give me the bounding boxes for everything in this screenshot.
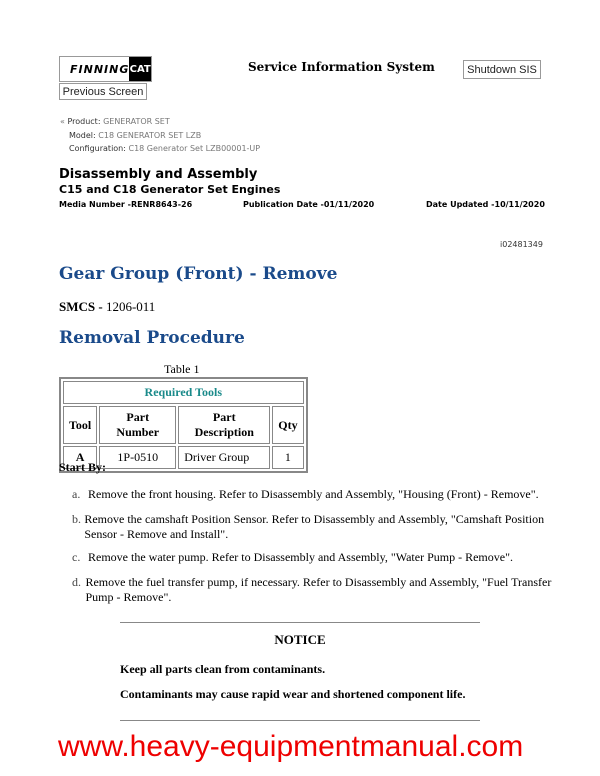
shutdown-button[interactable]: Shutdown SIS <box>463 60 541 79</box>
list-text: Remove the front housing. Refer to Disassembly and Assembly, "Housing (Front) - Remove". <box>88 487 539 501</box>
finning-cat-logo: FINNING CAT <box>59 56 152 82</box>
divider <box>120 622 480 623</box>
table-cell: Driver Group <box>178 446 270 469</box>
list-marker: a. <box>72 487 81 501</box>
smcs: SMCS - 1206-011 <box>59 299 156 314</box>
required-tools-table <box>59 377 308 473</box>
table-cell: A <box>63 446 97 469</box>
previous-screen-button[interactable]: Previous Screen <box>59 83 147 100</box>
breadcrumb-config: Configuration: C18 Generator Set LZB00001-UP <box>69 144 261 153</box>
table-header: Qty <box>272 406 303 444</box>
chevron-left-icon: « <box>60 117 68 126</box>
app-title: Service Information System <box>248 60 435 74</box>
page-heading: Gear Group (Front) - Remove <box>59 264 338 284</box>
list-text: Remove the camshaft Position Sensor. Refer to Disassembly and Assembly, "Camshaft Position Sensor - Remove and Install". <box>84 512 545 541</box>
table-cell: 1P-0510 <box>99 446 176 469</box>
notice-text: Contaminants may cause rapid wear and shortened component life. <box>120 687 466 701</box>
list-text: Remove the water pump. Refer to Disassembly and Assembly, "Water Pump - Remove". <box>88 550 513 564</box>
date-updated: Date Updated -10/11/2020 <box>426 200 545 209</box>
table-header: Part Number <box>99 406 176 444</box>
watermark: www.heavy-equipmentmanual.com <box>58 730 524 763</box>
divider <box>120 720 480 721</box>
doc-title: Disassembly and Assembly <box>59 167 258 182</box>
table-caption: Table 1 <box>164 362 200 376</box>
start-by-label: Start By: <box>59 460 106 474</box>
publication-date: Publication Date -01/11/2020 <box>243 200 375 209</box>
table-title: Required Tools <box>63 381 304 404</box>
media-number: Media Number -RENR8643-26 <box>59 200 193 209</box>
table-header: Tool <box>63 406 97 444</box>
breadcrumb-model: Model: C18 GENERATOR SET LZB <box>69 131 202 140</box>
breadcrumb-product[interactable]: « Product: GENERATOR SET <box>60 117 170 126</box>
notice-title: NOTICE <box>274 632 326 647</box>
table-header: Part Description <box>178 406 270 444</box>
list-text: Remove the fuel transfer pump, if necessary. Refer to Disassembly and Assembly, "Fuel Transfer Pump - Remove". <box>85 575 552 604</box>
list-marker: b. <box>72 512 81 526</box>
doc-subtitle: C15 and C18 Generator Set Engines <box>59 183 281 196</box>
notice-text: Keep all parts clean from contaminants. <box>120 662 326 676</box>
section-heading: Removal Procedure <box>59 328 245 348</box>
list-marker: d. <box>72 575 81 589</box>
list-item <box>72 512 552 542</box>
list-item <box>72 575 552 605</box>
list-item <box>72 487 552 502</box>
list-marker: c. <box>72 550 81 564</box>
list-item <box>72 550 552 565</box>
document-id: i02481349 <box>500 240 543 249</box>
table-cell: 1 <box>272 446 303 469</box>
